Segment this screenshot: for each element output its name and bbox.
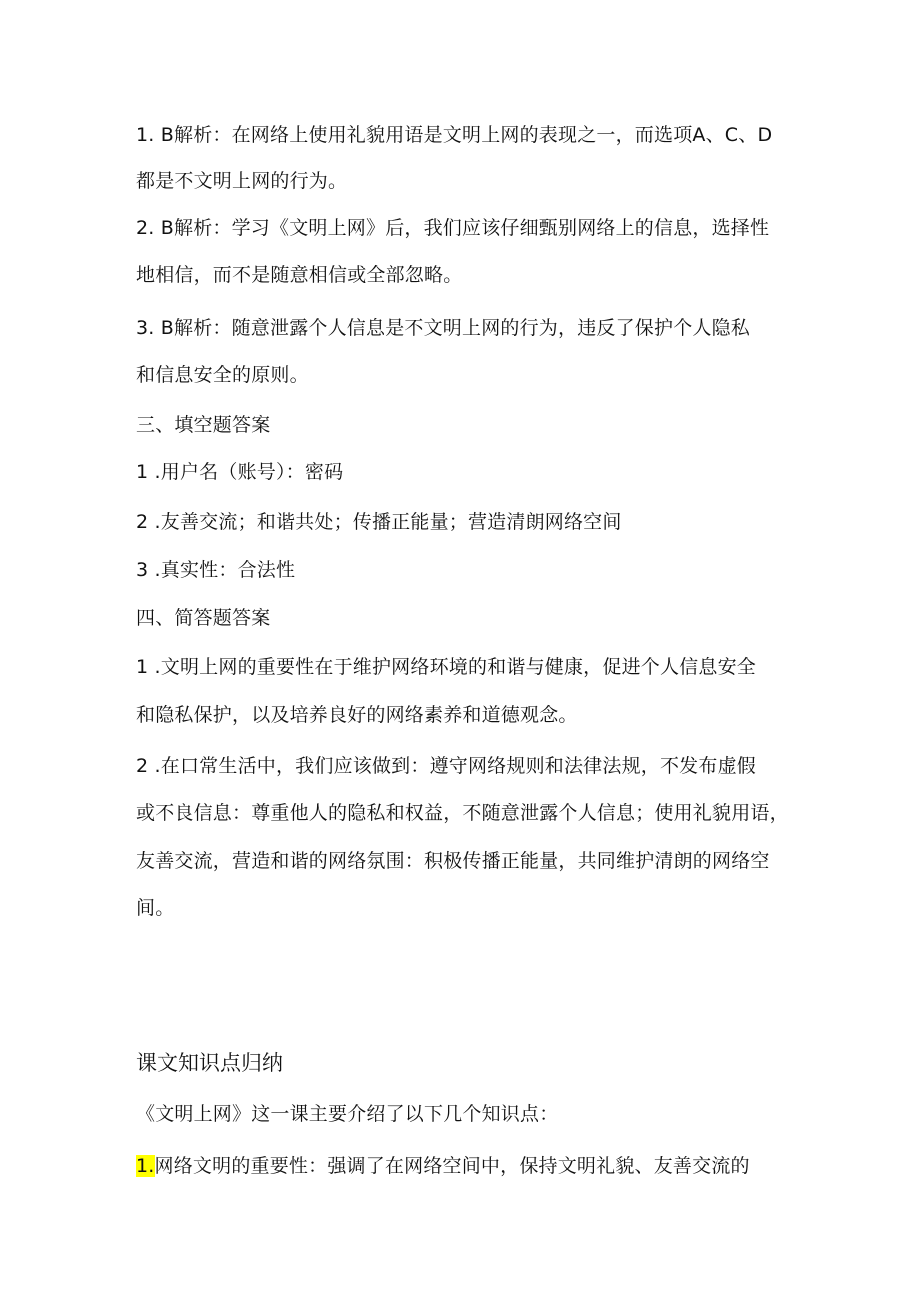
knowledge-point-1-text: 网络文明的重要性：强调了在网络空间中，保持文明礼貌、友善交流的 bbox=[154, 1155, 750, 1177]
fill-blank-item-1: 1 .用户名（账号）：密码 bbox=[136, 461, 344, 483]
fill-blank-item-3: 3 .真实性：合法性 bbox=[136, 559, 296, 581]
short-answer-2-line-3: 友善交流，营造和谐的网络氛围：积极传播正能量，共同维护清朗的网络空 bbox=[136, 850, 770, 872]
fill-blank-heading: 三、填空题答案 bbox=[136, 414, 271, 436]
answer-3-line-2: 和信息安全的原则。 bbox=[136, 364, 309, 386]
knowledge-title: 课文知识点归纳 bbox=[136, 1051, 283, 1075]
short-answer-heading: 四、简答题答案 bbox=[136, 607, 271, 629]
knowledge-point-1-number: 1. bbox=[136, 1155, 155, 1177]
short-answer-2-line-2: 或不良信息：尊重他人的隐私和权益，不随意泄露个人信息；使用礼貌用语， bbox=[136, 802, 789, 824]
short-answer-1-line-2: 和隐私保护，以及培养良好的网络素养和道德观念。 bbox=[136, 704, 578, 726]
answer-1-line-2: 都是不文明上网的行为。 bbox=[136, 170, 348, 192]
short-answer-1-line-1: 1 .文明上网的重要性在于维护网络环境的和谐与健康，促进个人信息安全 bbox=[136, 656, 756, 678]
answer-3-line-1: 3. B解析：随意泄露个人信息是不文明上网的行为，违反了保护个人隐私 bbox=[136, 317, 751, 339]
knowledge-point-1 bbox=[136, 1152, 786, 1180]
answer-2-line-1: 2. B解析：学习《文明上网》后，我们应该仔细甄别网络上的信息，选择性 bbox=[136, 217, 770, 239]
knowledge-intro: 《文明上网》这一课主要介绍了以下几个知识点： bbox=[136, 1103, 559, 1125]
fill-blank-item-2: 2 .友善交流；和谐共处；传播正能量；营造清朗网络空间 bbox=[136, 511, 622, 533]
answer-2-line-2: 地相信，而不是随意相信或全部忽略。 bbox=[136, 264, 463, 286]
short-answer-2-line-4: 间。 bbox=[136, 897, 175, 919]
answer-1-line-1: 1. B解析：在网络上使用礼貌用语是文明上网的表现之一，而选项A、C、D bbox=[136, 124, 773, 146]
short-answer-2-line-1: 2 .在口常生活中，我们应该做到：遵守网络规则和法律法规，不发布虚假 bbox=[136, 755, 756, 777]
